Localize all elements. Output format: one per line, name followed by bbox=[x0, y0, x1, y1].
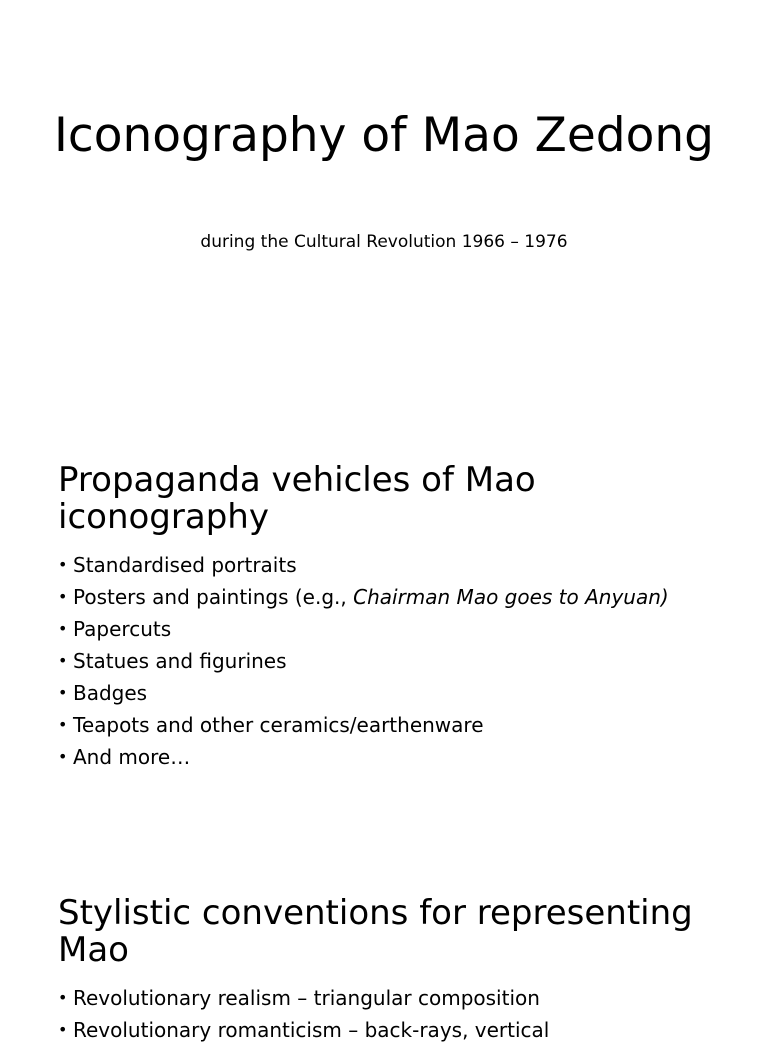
list-item bbox=[58, 649, 708, 673]
list-item-text: Teapots and other ceramics/earthenware bbox=[73, 713, 484, 737]
list-item-text: Revolutionary romanticism – back-rays, vertical bbox=[73, 1018, 550, 1042]
title-slide bbox=[0, 0, 768, 430]
list-item bbox=[58, 617, 708, 641]
list-item-text: Posters and paintings (e.g., bbox=[73, 585, 354, 609]
bullet-icon: • bbox=[58, 988, 68, 1007]
slide-heading: Stylistic conventions for representing Mao bbox=[58, 893, 693, 970]
list-item bbox=[58, 713, 708, 737]
bullet-icon: • bbox=[58, 651, 68, 670]
list-item-text: Papercuts bbox=[73, 617, 172, 641]
slide-heading: Propaganda vehicles of Mao iconography bbox=[58, 460, 536, 537]
bullet-icon: • bbox=[58, 555, 68, 574]
bullet-icon: • bbox=[58, 715, 68, 734]
slide-propaganda-vehicles bbox=[0, 430, 768, 870]
list-item bbox=[58, 585, 708, 609]
list-item-text: Statues and figurines bbox=[73, 649, 287, 673]
slide-stylistic-conventions bbox=[0, 870, 768, 1042]
bullet-list bbox=[58, 986, 708, 1050]
presentation-title: Iconography of Mao Zedong bbox=[54, 108, 714, 163]
presentation-subtitle: during the Cultural Revolution 1966 – 1976 bbox=[200, 232, 568, 252]
list-item bbox=[58, 745, 708, 769]
list-item bbox=[58, 1018, 708, 1042]
artwork-title: Chairman Mao goes to Anyuan) bbox=[353, 585, 669, 609]
list-item bbox=[58, 681, 708, 705]
list-item-text: Badges bbox=[73, 681, 148, 705]
bullet-icon: • bbox=[58, 587, 68, 606]
list-item-text: Revolutionary realism – triangular composition bbox=[73, 986, 540, 1010]
bullet-icon: • bbox=[58, 619, 68, 638]
list-item bbox=[58, 986, 708, 1010]
bullet-icon: • bbox=[58, 747, 68, 766]
bullet-list bbox=[58, 553, 708, 777]
list-item-text: And more… bbox=[73, 745, 191, 769]
bullet-icon: • bbox=[58, 1020, 68, 1039]
list-item-text: Standardised portraits bbox=[73, 553, 297, 577]
bullet-icon: • bbox=[58, 683, 68, 702]
list-item bbox=[58, 553, 708, 577]
